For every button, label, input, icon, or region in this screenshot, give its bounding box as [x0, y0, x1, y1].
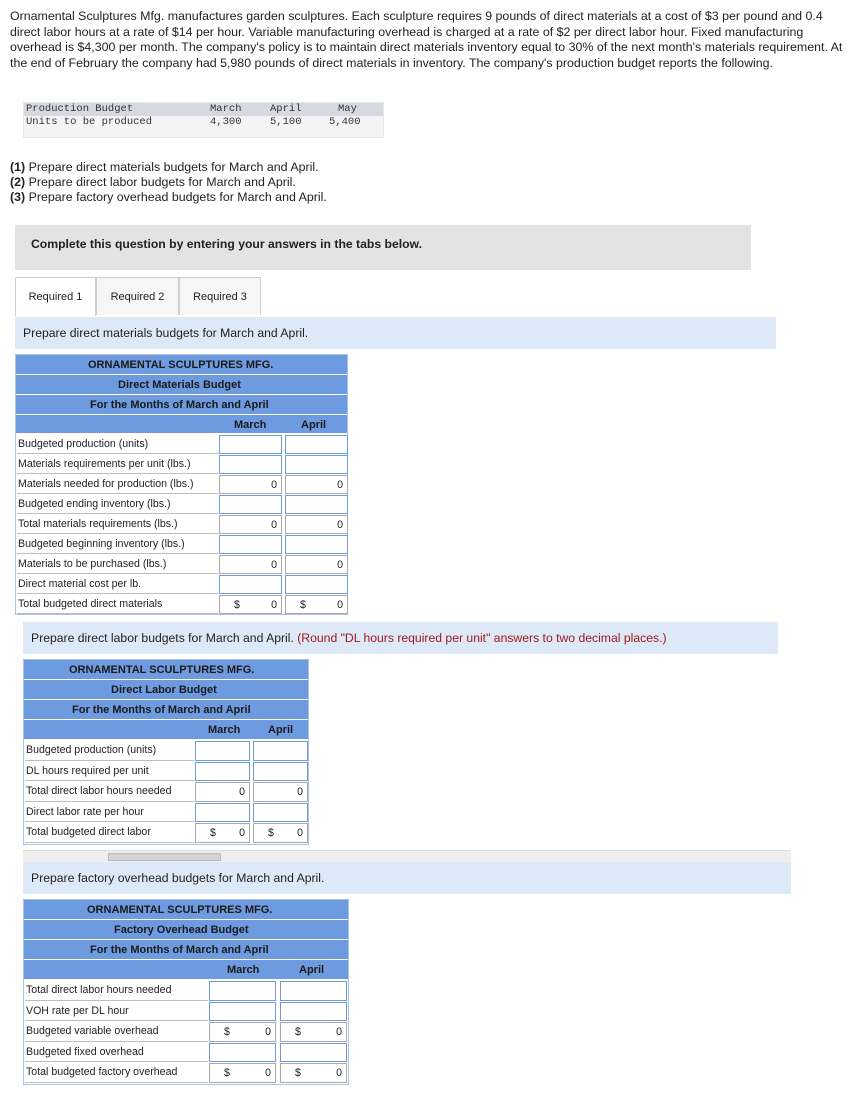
- march-input-cell[interactable]: [209, 1002, 276, 1022]
- april-input-cell[interactable]: [280, 1002, 347, 1022]
- dm-col-march: March: [234, 419, 267, 431]
- march-input-cell[interactable]: [209, 981, 276, 1001]
- march-total-cell[interactable]: [219, 475, 282, 494]
- april-input-cell[interactable]: [253, 803, 308, 823]
- fo-column-header-row: [24, 960, 348, 980]
- march-total-cell[interactable]: [219, 555, 282, 574]
- april-input-cell[interactable]: [280, 981, 347, 1001]
- units-march: 4,300: [210, 116, 242, 128]
- row-label: Budgeted fixed overhead: [25, 1042, 208, 1063]
- units-row-label: Units to be produced: [26, 116, 153, 128]
- horizontal-scrollbar[interactable]: [23, 850, 791, 862]
- direct-labor-budget: [23, 659, 309, 845]
- requirement-text: Prepare direct materials budgets for March and April.: [28, 160, 319, 174]
- april-input-cell[interactable]: [280, 1043, 347, 1063]
- april-total-cell[interactable]: [285, 475, 348, 494]
- cell-value: 0: [297, 785, 303, 798]
- cell-value: 0: [239, 785, 245, 798]
- dollar-sign: $: [295, 1067, 301, 1080]
- march-total-cell[interactable]: [219, 595, 282, 614]
- row-label: Materials to be purchased (lbs.): [17, 554, 218, 574]
- row-label: Total budgeted direct labor: [25, 822, 194, 843]
- direct-materials-budget: [15, 354, 348, 615]
- cell-value: 0: [337, 598, 343, 611]
- section1-prompt: Prepare direct materials budgets for March and April.: [15, 317, 776, 349]
- fo-company-row: [24, 900, 348, 920]
- april-total-cell[interactable]: [253, 823, 308, 843]
- fo-col-april: April: [299, 964, 325, 976]
- dl-title-row: [24, 680, 308, 700]
- march-input-cell[interactable]: [219, 455, 282, 474]
- april-total-cell[interactable]: [285, 515, 348, 534]
- tab-required-3[interactable]: Required 3: [179, 277, 261, 315]
- march-total-cell[interactable]: [195, 823, 250, 843]
- cell-value: 0: [271, 518, 277, 531]
- dl-period-row: [24, 700, 308, 720]
- dm-col-april: April: [301, 419, 327, 431]
- fo-col-march: March: [227, 964, 260, 976]
- requirement-number: (2): [10, 175, 26, 189]
- fo-title-row: [24, 920, 348, 940]
- dm-period: For the Months of March and April: [90, 399, 269, 411]
- production-budget-table: [23, 102, 384, 138]
- dollar-sign: $: [210, 827, 216, 840]
- april-total-cell[interactable]: [253, 782, 308, 802]
- april-input-cell[interactable]: [253, 741, 308, 761]
- month-may: May: [338, 103, 357, 115]
- cell-value: 0: [271, 558, 277, 571]
- fo-period: For the Months of March and April: [90, 944, 269, 956]
- row-label: Budgeted production (units): [17, 434, 218, 454]
- fo-period-row: [24, 940, 348, 960]
- april-input-cell[interactable]: [285, 575, 348, 594]
- april-total-cell[interactable]: [280, 1022, 347, 1042]
- march-input-cell[interactable]: [195, 762, 250, 782]
- cell-value: 0: [337, 558, 343, 571]
- dl-company: ORNAMENTAL SCULPTURES MFG.: [69, 664, 255, 676]
- fo-company: ORNAMENTAL SCULPTURES MFG.: [87, 904, 273, 916]
- month-april: April: [270, 103, 302, 115]
- dm-title: Direct Materials Budget: [118, 379, 241, 391]
- dm-title-row: [16, 375, 347, 395]
- row-label: Direct material cost per lb.: [17, 574, 218, 594]
- section3-prompt: Prepare factory overhead budgets for March and April.: [23, 862, 791, 894]
- requirement-number: (3): [10, 190, 26, 204]
- march-total-cell[interactable]: [209, 1063, 276, 1083]
- cell-value: 0: [271, 478, 277, 491]
- april-input-cell[interactable]: [253, 762, 308, 782]
- dollar-sign: $: [234, 598, 240, 611]
- dm-company: ORNAMENTAL SCULPTURES MFG.: [88, 359, 274, 371]
- april-total-cell[interactable]: [280, 1063, 347, 1083]
- requirements-list: [10, 160, 327, 205]
- requirement-text: Prepare direct labor budgets for March and April.: [28, 175, 296, 189]
- section2-rounding-note: (Round "DL hours required per unit" answers to two decimal places.): [297, 631, 667, 645]
- row-label: Total direct labor hours needed: [25, 781, 194, 802]
- march-total-cell[interactable]: [195, 782, 250, 802]
- march-input-cell[interactable]: [209, 1043, 276, 1063]
- production-budget-title: Production Budget: [26, 103, 134, 115]
- row-label: Total budgeted direct materials: [17, 594, 218, 614]
- row-label: VOH rate per DL hour: [25, 1001, 208, 1022]
- cell-value: 0: [297, 827, 303, 840]
- row-label: Total direct labor hours needed: [25, 980, 208, 1001]
- april-input-cell[interactable]: [285, 535, 348, 554]
- march-input-cell[interactable]: [219, 535, 282, 554]
- fo-title: Factory Overhead Budget: [114, 924, 249, 936]
- tab-required-2[interactable]: Required 2: [96, 277, 179, 315]
- april-input-cell[interactable]: [285, 435, 348, 454]
- row-label: Total budgeted factory overhead: [25, 1062, 208, 1083]
- section2-prompt-text: Prepare direct labor budgets for March and April.: [31, 631, 294, 645]
- cell-value: 0: [337, 518, 343, 531]
- march-input-cell[interactable]: [219, 435, 282, 454]
- row-label: Materials requirements per unit (lbs.): [17, 454, 218, 474]
- dm-column-header-row: [16, 415, 347, 434]
- row-label: Direct labor rate per hour: [25, 802, 194, 823]
- dl-col-march: March: [208, 724, 241, 736]
- dl-column-header-row: [24, 720, 308, 740]
- cell-value: 0: [239, 827, 245, 840]
- april-total-cell[interactable]: [285, 555, 348, 574]
- dollar-sign: $: [224, 1025, 230, 1038]
- april-input-cell[interactable]: [285, 455, 348, 474]
- factory-overhead-budget: [23, 899, 349, 1085]
- march-input-cell[interactable]: [219, 575, 282, 594]
- row-label: Budgeted beginning inventory (lbs.): [17, 534, 218, 554]
- dollar-sign: $: [224, 1067, 230, 1080]
- units-may: 5,400: [329, 116, 361, 128]
- march-total-cell[interactable]: [209, 1022, 276, 1042]
- requirement-number: (1): [10, 160, 26, 174]
- instruction-banner: Complete this question by entering your answers in the tabs below.: [15, 225, 751, 270]
- row-label: Budgeted variable overhead: [25, 1021, 208, 1042]
- march-input-cell[interactable]: [195, 803, 250, 823]
- row-label: Budgeted production (units): [25, 740, 194, 761]
- cell-value: 0: [265, 1067, 271, 1080]
- march-input-cell[interactable]: [219, 495, 282, 514]
- dollar-sign: $: [268, 827, 274, 840]
- cell-value: 0: [271, 598, 277, 611]
- problem-statement: Ornamental Sculptures Mfg. manufactures garden sculptures. Each sculpture requires 9 pounds of direct materials at a cost of $3 per pound and 0.4 direct labor hours at a rate of $14 per hour. Variable manufacturing overhead is charged at a rate of $2 per direct labor hour. Fixed manufacturing overhead is $4,300 per month. The company's policy is to maintain direct materials inventory equal to 30% of the next month's materials requirement. At the end of February the company had 5,980 pounds of direct materials in inventory. The company's production budget reports the following.: [10, 9, 843, 70]
- dm-company-row: [16, 355, 347, 375]
- dl-title: Direct Labor Budget: [111, 684, 217, 696]
- dm-period-row: [16, 395, 347, 415]
- section2-prompt: [23, 622, 778, 654]
- units-april: 5,100: [270, 116, 302, 128]
- cell-value: 0: [337, 478, 343, 491]
- april-total-cell[interactable]: [285, 595, 348, 614]
- dl-company-row: [24, 660, 308, 680]
- row-label: Materials needed for production (lbs.): [17, 474, 218, 494]
- row-label: DL hours required per unit: [25, 761, 194, 782]
- cell-value: 0: [336, 1067, 342, 1080]
- april-input-cell[interactable]: [285, 495, 348, 514]
- row-label: Total materials requirements (lbs.): [17, 514, 218, 534]
- march-input-cell[interactable]: [195, 741, 250, 761]
- scrollbar-thumb[interactable]: [108, 853, 221, 861]
- cell-value: 0: [265, 1025, 271, 1038]
- dl-period: For the Months of March and April: [72, 704, 251, 716]
- cell-value: 0: [336, 1025, 342, 1038]
- requirement-text: Prepare factory overhead budgets for March and April.: [28, 190, 327, 204]
- dollar-sign: $: [300, 598, 306, 611]
- dl-col-april: April: [268, 724, 294, 736]
- row-label: Budgeted ending inventory (lbs.): [17, 494, 218, 514]
- tab-required-1[interactable]: Required 1: [15, 277, 96, 316]
- month-march: March: [210, 103, 242, 115]
- dollar-sign: $: [295, 1025, 301, 1038]
- march-total-cell[interactable]: [219, 515, 282, 534]
